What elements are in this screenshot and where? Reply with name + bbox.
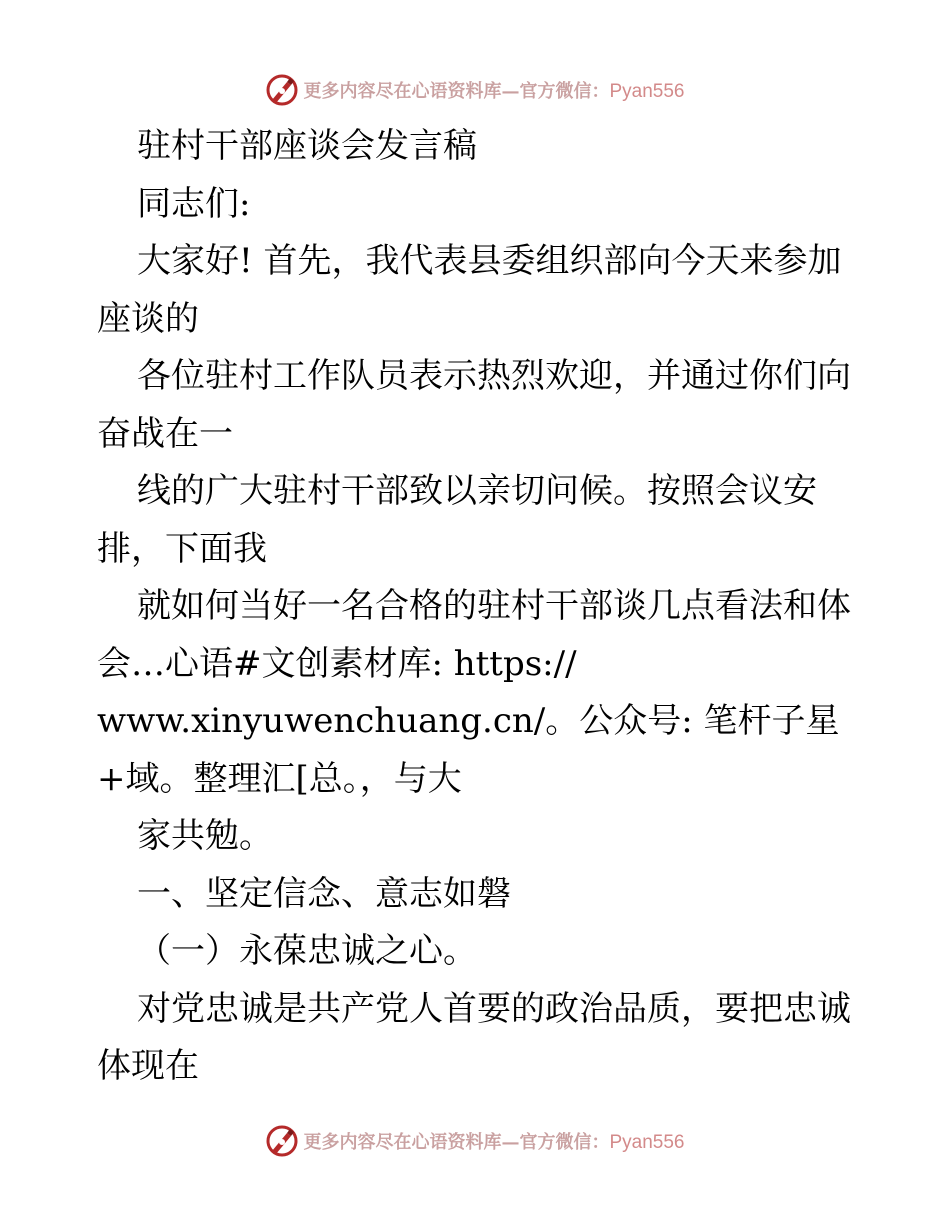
- text-line: 体现在: [97, 1046, 199, 1086]
- banner-wechat-id: Pyan556: [609, 1132, 685, 1153]
- banner-main-text: 更多内容尽在心语资料库: [303, 1132, 502, 1153]
- banner-main-text: 更多内容尽在心语资料库: [303, 81, 502, 102]
- banner-dash: —: [501, 1132, 520, 1153]
- text-line: 一、坚定信念、意志如磐: [137, 873, 511, 914]
- header-banner: [0, 70, 950, 110]
- pen-logo-icon: [265, 1124, 299, 1158]
- text-line: 就如何当好一名合格的驻村干部谈几点看法和体: [137, 586, 851, 626]
- text-line: 座谈的: [97, 298, 199, 339]
- banner-dash: —: [501, 81, 520, 102]
- text-line: 大家好! 首先，我代表县委组织部向今天来参加: [137, 241, 842, 281]
- banner-official-label: 官方微信：: [519, 1132, 610, 1153]
- banner-text: [303, 77, 684, 103]
- text-line: 各位驻村工作队员表示热烈欢迎，并通过你们向: [137, 356, 851, 396]
- text-line: +域。整理汇[总。，与大: [97, 758, 462, 799]
- banner-wechat-id: Pyan556: [609, 81, 685, 102]
- text-line: （一）永葆忠诚之心。: [137, 931, 477, 971]
- text-line: 会…心语#文创素材库: https://: [97, 643, 577, 684]
- banner-official-label: 官方微信：: [519, 81, 610, 102]
- text-line: 线的广大驻村干部致以亲切问候。按照会议安: [137, 471, 817, 511]
- banner-text: [303, 1128, 684, 1154]
- text-line: 家共勉。: [137, 816, 273, 856]
- text-line: 奋战在一: [97, 413, 233, 454]
- document-body: [97, 118, 857, 1096]
- footer-banner: [0, 1121, 950, 1161]
- text-line: 对党忠诚是共产党人首要的政治品质，要把忠诚: [137, 988, 851, 1029]
- text-line: www.xinyuwenchuang.cn/。公众号: 笔杆子星: [97, 701, 840, 741]
- text-line: 排，下面我: [97, 528, 267, 569]
- text-line: 同志们:: [137, 183, 251, 224]
- pen-logo-icon: [265, 73, 299, 107]
- document-title: 驻村干部座谈会发言稿: [137, 126, 477, 166]
